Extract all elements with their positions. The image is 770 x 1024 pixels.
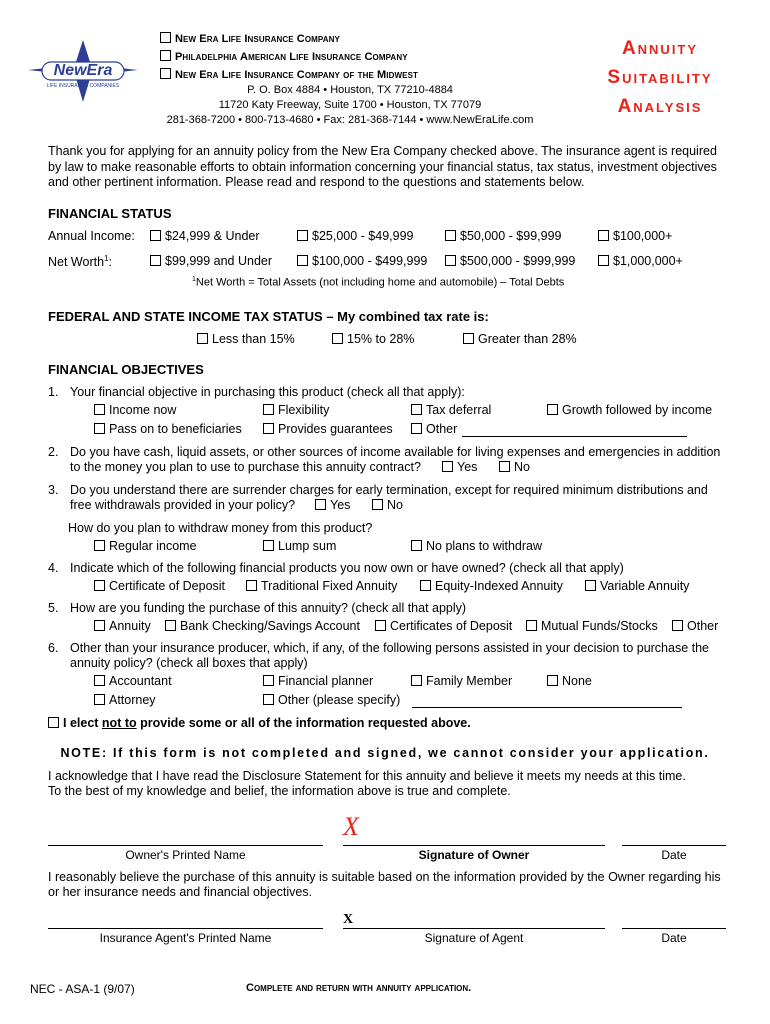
form-id: NEC - ASA-1 (9/07) [30, 982, 135, 996]
checkbox[interactable] [547, 404, 558, 415]
agent-statement-line-1: I reasonably believe the purchase of this annuity is suitable based on the information provided by the Owner regarding his [48, 870, 721, 884]
checkbox[interactable] [598, 255, 609, 266]
agent-signature-label: Signature of Agent [424, 931, 524, 945]
checkbox[interactable] [526, 620, 537, 631]
agent-date-line[interactable] [622, 928, 726, 929]
q3-text-line-1: Do you understand there are surrender charges for early termination, except for required minimum distributions and [70, 483, 708, 497]
q3-option-regular-income[interactable]: Regular income [94, 539, 197, 553]
checkbox[interactable] [165, 620, 176, 631]
checkbox[interactable] [160, 50, 171, 61]
company-name: New Era Life Insurance Company [175, 33, 340, 45]
q5-option-bank[interactable]: Bank Checking/Savings Account [165, 619, 360, 633]
q1-option-guarantees[interactable]: Provides guarantees [263, 422, 393, 436]
agent-date-label: Date [661, 931, 687, 945]
q4-option-equity[interactable]: Equity-Indexed Annuity [420, 579, 563, 593]
company-option-2[interactable] [160, 50, 408, 63]
elect-not-to-option[interactable]: I elect not to provide some or all of the information requested above. [48, 716, 471, 730]
checkbox[interactable] [94, 694, 105, 705]
q6-number: 6. [48, 641, 59, 655]
q6-option-none[interactable]: None [547, 674, 592, 688]
company-option-3[interactable] [160, 68, 418, 81]
owner-signature-line[interactable] [343, 845, 605, 846]
checkbox[interactable] [420, 580, 431, 591]
q6-option-family[interactable]: Family Member [411, 674, 512, 688]
q5-text: How are you funding the purchase of this annuity? (check all that apply) [70, 601, 467, 615]
q2-no[interactable]: No [499, 460, 530, 474]
q5-number: 5. [48, 601, 59, 615]
q5-option-annuity[interactable]: Annuity [94, 619, 151, 633]
owner-signature-label: Signature of Owner [418, 848, 530, 862]
agent-statement-line-2: or her insurance needs and financial objectives. [48, 885, 313, 899]
q2-text-line-2: to the money you plan to use to purchase this annuity contract? [70, 460, 421, 474]
checkbox[interactable] [315, 499, 326, 510]
financial-status-heading: FINANCIAL STATUS [48, 206, 172, 221]
checkbox[interactable] [160, 68, 171, 79]
checkbox[interactable] [547, 675, 558, 686]
q6-option-planner[interactable]: Financial planner [263, 674, 373, 688]
address-line-1: P. O. Box 4884 • Houston, TX 77210-4884 [247, 84, 453, 96]
acknowledge-line-1: I acknowledge that I have read the Disclosure Statement for this annuity and believe it meets my needs at this time. [48, 769, 686, 783]
checkbox[interactable] [94, 675, 105, 686]
checkbox[interactable] [263, 675, 274, 686]
checkbox[interactable] [94, 540, 105, 551]
q6-option-accountant[interactable]: Accountant [94, 674, 172, 688]
checkbox[interactable] [375, 620, 386, 631]
checkbox[interactable] [94, 620, 105, 631]
annual-income-label: Annual Income: [48, 229, 135, 243]
q2-number: 2. [48, 445, 59, 459]
q1-option-flexibility[interactable]: Flexibility [263, 403, 329, 417]
q1-text: Your financial objective in purchasing this product (check all that apply): [70, 385, 465, 399]
form-title-line-3: Analysis [617, 96, 703, 117]
q3-option-no-plans[interactable]: No plans to withdraw [411, 539, 542, 553]
q3-option-lump-sum[interactable]: Lump sum [263, 539, 336, 553]
income-option-3[interactable]: $50,000 - $99,999 [445, 229, 561, 243]
q5-option-other[interactable]: Other [672, 619, 718, 633]
q4-option-variable[interactable]: Variable Annuity [585, 579, 689, 593]
checkbox[interactable] [598, 230, 609, 241]
checkbox[interactable] [263, 694, 274, 705]
q1-other-input-line[interactable] [462, 436, 687, 437]
net-worth-footnote: $^1$Net Worth = Total Assets (not including home and automobile) – Total Debts [192, 276, 565, 289]
checkbox[interactable] [411, 675, 422, 686]
agent-name-line[interactable] [48, 928, 323, 929]
footer-instruction: Complete and return with annuity application. [246, 982, 472, 994]
q6-text-line-2: annuity policy? (check all boxes that apply) [70, 656, 308, 670]
logo-text: NewEra [53, 62, 113, 79]
checkbox[interactable] [160, 32, 171, 43]
q6-text-line-1: Other than your insurance producer, which, if any, of the following persons assisted in your decision to purchase the [70, 641, 710, 655]
checkbox[interactable] [246, 580, 257, 591]
q3-text-line-2: free withdrawals provided in your policy? [70, 498, 296, 512]
q3-sub-question: How do you plan to withdraw money from this product? [68, 521, 373, 535]
checkbox[interactable] [94, 580, 105, 591]
company-logo [28, 40, 138, 102]
checkbox[interactable] [48, 717, 59, 728]
checkbox[interactable] [94, 404, 105, 415]
q5-option-cds[interactable]: Certificates of Deposit [375, 619, 512, 633]
q5-option-mutual-funds[interactable]: Mutual Funds/Stocks [526, 619, 658, 633]
checkbox[interactable] [499, 461, 510, 472]
tax-option-3[interactable]: Greater than 28% [463, 332, 577, 346]
checkbox[interactable] [94, 423, 105, 434]
owner-date-line[interactable] [622, 845, 726, 846]
form-title-line-1: Annuity [621, 38, 699, 59]
intro-paragraph: Thank you for applying for an annuity policy from the New Era Company checked above. The insurance agent is required by law to make reasonable efforts to obtain information concerning your financial status, tax status, investment objectives and other pertinent information. Please read and respond to the questions and statements below. [48, 144, 717, 189]
checkbox[interactable] [411, 404, 422, 415]
checkbox[interactable] [297, 255, 308, 266]
checkbox[interactable] [197, 333, 208, 344]
q1-number: 1. [48, 385, 59, 399]
owner-signature-mark: X [343, 812, 359, 841]
q2-text-line-1: Do you have cash, liquid assets, or other sources of income available for living expenses and emergencies in addition [70, 445, 721, 459]
checkbox[interactable] [263, 540, 274, 551]
acknowledge-line-2: To the best of my knowledge and belief, the information above is true and complete. [48, 784, 511, 798]
checkbox[interactable] [411, 540, 422, 551]
q3-no[interactable]: No [372, 498, 403, 512]
checkbox[interactable] [263, 423, 274, 434]
checkbox[interactable] [372, 499, 383, 510]
income-option-1[interactable]: $24,999 & Under [150, 229, 260, 243]
net-worth-label: Net Worth$^1$: [48, 254, 112, 270]
agent-signature-line[interactable] [343, 928, 605, 929]
q1-option-growth[interactable]: Growth followed by income [547, 403, 712, 417]
networth-option-1[interactable]: $99,999 and Under [150, 254, 272, 268]
q1-option-tax-deferral[interactable]: Tax deferral [411, 403, 491, 417]
q1-option-beneficiaries[interactable]: Pass on to beneficiaries [94, 422, 242, 436]
checkbox[interactable] [463, 333, 474, 344]
agent-signature-mark: X [343, 912, 354, 927]
q6-option-other[interactable]: Other (please specify) [263, 693, 400, 707]
owner-name-label: Owner's Printed Name [125, 848, 246, 862]
q6-other-input-line[interactable] [412, 707, 682, 708]
address-line-2: 11720 Katy Freeway, Suite 1700 • Houston, TX 77079 [218, 99, 482, 111]
form-title-line-2: Suitability [607, 67, 713, 88]
company-name: New Era Life Insurance Company of the Midwest [175, 69, 419, 81]
networth-option-4[interactable]: $1,000,000+ [598, 254, 683, 268]
q4-text: Indicate which of the following financial products you now own or have owned? (check all that apply) [70, 561, 624, 575]
checkbox[interactable] [411, 423, 422, 434]
checkbox[interactable] [445, 230, 456, 241]
checkbox[interactable] [297, 230, 308, 241]
income-option-4[interactable]: $100,000+ [598, 229, 672, 243]
income-option-2[interactable]: $25,000 - $49,999 [297, 229, 413, 243]
tax-option-1[interactable]: Less than 15% [197, 332, 295, 346]
checkbox[interactable] [672, 620, 683, 631]
networth-option-3[interactable]: $500,000 - $999,999 [445, 254, 575, 268]
checkbox[interactable] [445, 255, 456, 266]
checkbox[interactable] [332, 333, 343, 344]
q4-option-cd[interactable]: Certificate of Deposit [94, 579, 225, 593]
q1-option-other[interactable]: Other [411, 422, 457, 436]
q3-number: 3. [48, 483, 59, 497]
checkbox[interactable] [150, 255, 161, 266]
contact-line: 281-368-7200 • 800-713-4680 • Fax: 281-368-7144 • www.NewEraLife.com [166, 114, 534, 126]
q4-number: 4. [48, 561, 59, 575]
agent-name-label: Insurance Agent's Printed Name [99, 931, 272, 945]
owner-name-line[interactable] [48, 845, 323, 846]
q6-option-attorney[interactable]: Attorney [94, 693, 156, 707]
company-name: Philadelphia American Life Insurance Company [175, 51, 408, 63]
checkbox[interactable] [263, 404, 274, 415]
owner-date-label: Date [661, 848, 687, 862]
financial-objectives-heading: FINANCIAL OBJECTIVES [48, 362, 204, 377]
checkbox[interactable] [442, 461, 453, 472]
checkbox[interactable] [150, 230, 161, 241]
logo-tagline: LIFE INSURANCE COMPANIES [46, 83, 120, 89]
company-option-1[interactable] [160, 32, 340, 45]
q3-yes[interactable]: Yes [315, 498, 350, 512]
tax-option-2[interactable]: 15% to 28% [332, 332, 414, 346]
checkbox[interactable] [585, 580, 596, 591]
completion-note: NOTE: If this form is not completed and signed, we cannot consider your application. [60, 746, 710, 760]
tax-status-heading: FEDERAL AND STATE INCOME TAX STATUS – My combined tax rate is: [48, 309, 489, 324]
networth-option-2[interactable]: $100,000 - $499,999 [297, 254, 427, 268]
q1-option-income-now[interactable]: Income now [94, 403, 176, 417]
q4-option-fixed[interactable]: Traditional Fixed Annuity [246, 579, 397, 593]
q2-yes[interactable]: Yes [442, 460, 477, 474]
